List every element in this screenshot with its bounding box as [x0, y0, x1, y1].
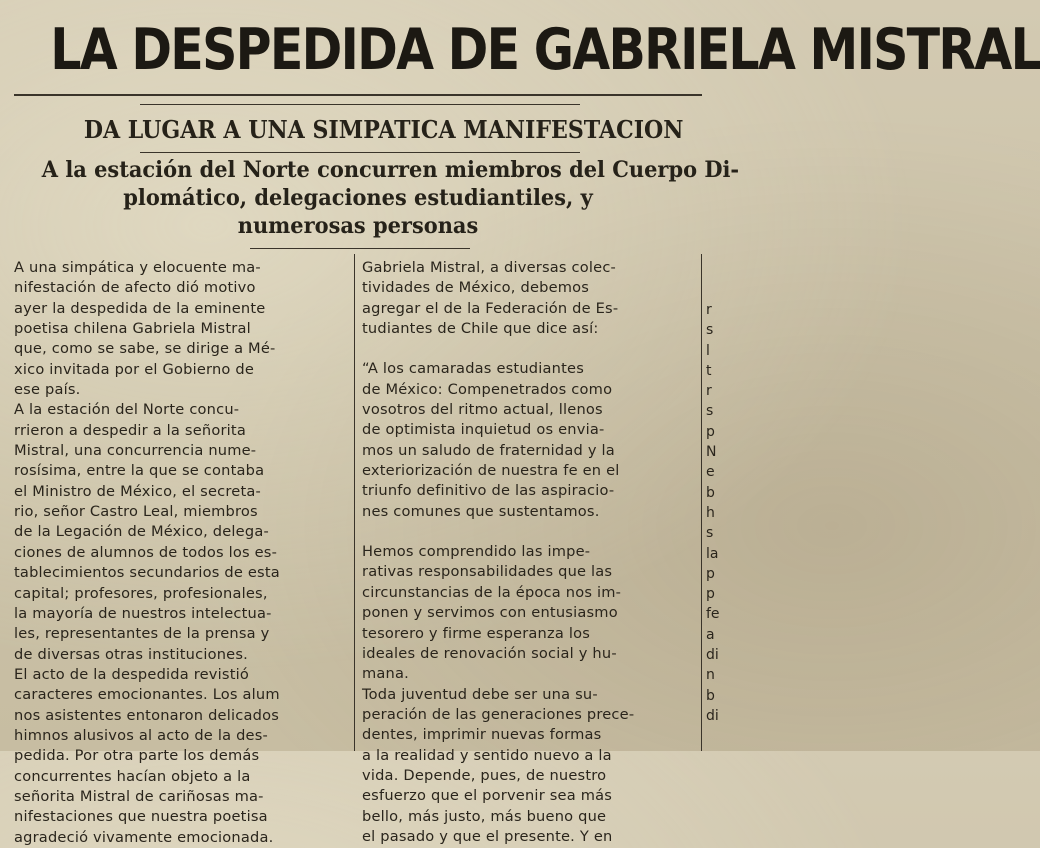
subheadline-top-rule [140, 104, 580, 105]
deck-line: plomático, delegaciones estudiantiles, y [123, 185, 593, 211]
right-column-line: vida. Depende, pues, de nuestro [362, 766, 607, 784]
left-column-line: El acto de la despedida revistió [14, 665, 249, 683]
left-column-line: ayer la despedida de la eminente [14, 299, 266, 317]
edge-column-line: e [706, 464, 715, 481]
edge-column-line: di [706, 707, 719, 724]
left-column-line: rrieron a despedir a la señorita [14, 421, 246, 439]
left-column-line: la mayoría de nuestros intelectua- [14, 604, 272, 622]
right-column-line: ideales de renovación social y hu- [362, 644, 617, 662]
left-column-line: nifestaciones que nuestra poetisa [14, 808, 268, 826]
edge-column-line: fe [706, 606, 720, 623]
left-column-line: ciones de alumnos de todos los es- [14, 543, 278, 561]
edge-column-line: b [706, 687, 715, 704]
right-column-line: triunfo definitivo de las aspiracio- [362, 482, 615, 500]
right-column-line: Toda juventud debe ser una su- [362, 685, 598, 703]
left-column-line: rosísima, entre la que se contaba [14, 462, 265, 480]
left-column-line: nifestación de afecto dió motivo [14, 279, 256, 297]
edge-column [706, 300, 718, 726]
right-column-line: rativas responsabilidades que las [362, 563, 613, 581]
left-column-line: capital; profesores, profesionales, [14, 584, 268, 602]
right-column-line: vosotros del ritmo actual, llenos [362, 401, 603, 419]
left-column-line: A una simpática y elocuente ma- [14, 259, 261, 276]
headline-rule [14, 94, 702, 96]
left-column-line: himnos alusivos al acto de la des- [14, 726, 268, 744]
left-column-line: agradeció vivamente emocionada. [14, 828, 274, 846]
right-column-line: tudiantes de Chile que dice así: [362, 320, 599, 338]
edge-column-line: l [706, 342, 710, 359]
right-column-line: ponen y servimos con entusiasmo [362, 604, 618, 622]
right-column [362, 258, 696, 847]
right-column-line [362, 522, 696, 542]
right-column-line: mana. [362, 665, 409, 683]
subheadline-bottom-rule [140, 152, 580, 153]
edge-column-line: s [706, 525, 714, 542]
edge-column-line: p [706, 565, 715, 582]
left-column-line: ese país. [14, 381, 81, 399]
edge-column-line: t [706, 362, 712, 379]
left-column-line: de diversas otras instituciones. [14, 645, 248, 663]
right-column-line: a la realidad y sentido nuevo a la [362, 746, 612, 764]
edge-column-line: r [706, 383, 712, 400]
right-column-line: tesorero y firme esperanza los [362, 624, 591, 642]
left-column [14, 258, 348, 848]
edge-column-line: b [706, 484, 715, 501]
right-column-line: “A los camaradas estudiantes [362, 360, 585, 378]
left-column-line: nos asistentes entonaron delicados [14, 706, 279, 724]
left-column-line: rio, señor Castro Leal, miembros [14, 503, 258, 521]
edge-column-line: di [706, 647, 719, 664]
left-column-line: les, representantes de la prensa y [14, 625, 270, 643]
edge-column-line: la [706, 545, 719, 562]
left-column-line: xico invitada por el Gobierno de [14, 360, 255, 378]
left-column-line: caracteres emocionantes. Los alum [14, 686, 280, 704]
right-column-line: dentes, imprimir nuevas formas [362, 726, 602, 744]
left-column-line: concurrentes hacían objeto a la [14, 767, 251, 785]
left-column-line: que, como se sabe, se dirige a Mé- [14, 340, 276, 358]
left-column-line: tablecimientos secundarios de esta [14, 564, 280, 582]
left-column-line: A la estación del Norte concu- [14, 401, 240, 419]
right-column-line: mos un saludo de fraternidad y la [362, 441, 615, 459]
right-column-line: bello, más justo, más bueno que [362, 807, 607, 825]
edge-column-line: n [706, 667, 715, 684]
subheadline: DA LUGAR A UNA SIMPATICA MANIFESTACION [83, 115, 684, 144]
column-divider [354, 254, 355, 751]
edge-column-line: p [706, 586, 715, 603]
left-column-line: señorita Mistral de cariñosas ma- [14, 787, 264, 805]
right-column-line: Hemos comprendido las impe- [362, 543, 591, 561]
deck-rule [250, 248, 470, 249]
left-column-line: Mistral, una concurrencia nume- [14, 442, 257, 460]
edge-divider [701, 254, 702, 751]
right-column-line: circunstancias de la época nos im- [362, 583, 622, 601]
edge-column-line: h [706, 504, 715, 521]
right-column-line: Gabriela Mistral, a diversas colec- [362, 259, 617, 276]
left-column-line: poetisa chilena Gabriela Mistral [14, 320, 251, 338]
left-column-line: pedida. Por otra parte los demás [14, 747, 260, 765]
edge-column-line: p [706, 423, 715, 440]
edge-column-line: N [706, 444, 717, 461]
right-column-line [362, 339, 696, 359]
right-column-line: de optimista inquietud os envia- [362, 421, 605, 439]
right-column-line: tividades de México, debemos [362, 279, 590, 297]
deck-line: A la estación del Norte concurren miembros del Cuerpo Di- [41, 157, 740, 183]
edge-column-line: a [706, 626, 715, 643]
deck [41, 156, 740, 240]
edge-column-line: r [706, 302, 712, 318]
left-column-line: de la Legación de México, delega- [14, 523, 269, 541]
left-column-line: el Ministro de México, el secreta- [14, 482, 261, 500]
right-column-line: el pasado y que el presente. Y en [362, 827, 613, 845]
right-column-line: peración de las generaciones prece- [362, 705, 635, 723]
right-column-line: agregar el de la Federación de Es- [362, 299, 619, 317]
edge-column-line: s [706, 322, 714, 339]
headline: LA DESPEDIDA DE GABRIELA MISTRAL [50, 17, 1040, 83]
right-column-line: nes comunes que sustentamos. [362, 502, 600, 520]
edge-column-line: s [706, 403, 714, 420]
deck-line: numerosas personas [237, 213, 479, 239]
right-column-line: de México: Compenetrados como [362, 380, 613, 398]
right-column-line: exteriorización de nuestra fe en el [362, 462, 620, 480]
right-column-line: esfuerzo que el porvenir sea más [362, 787, 613, 805]
